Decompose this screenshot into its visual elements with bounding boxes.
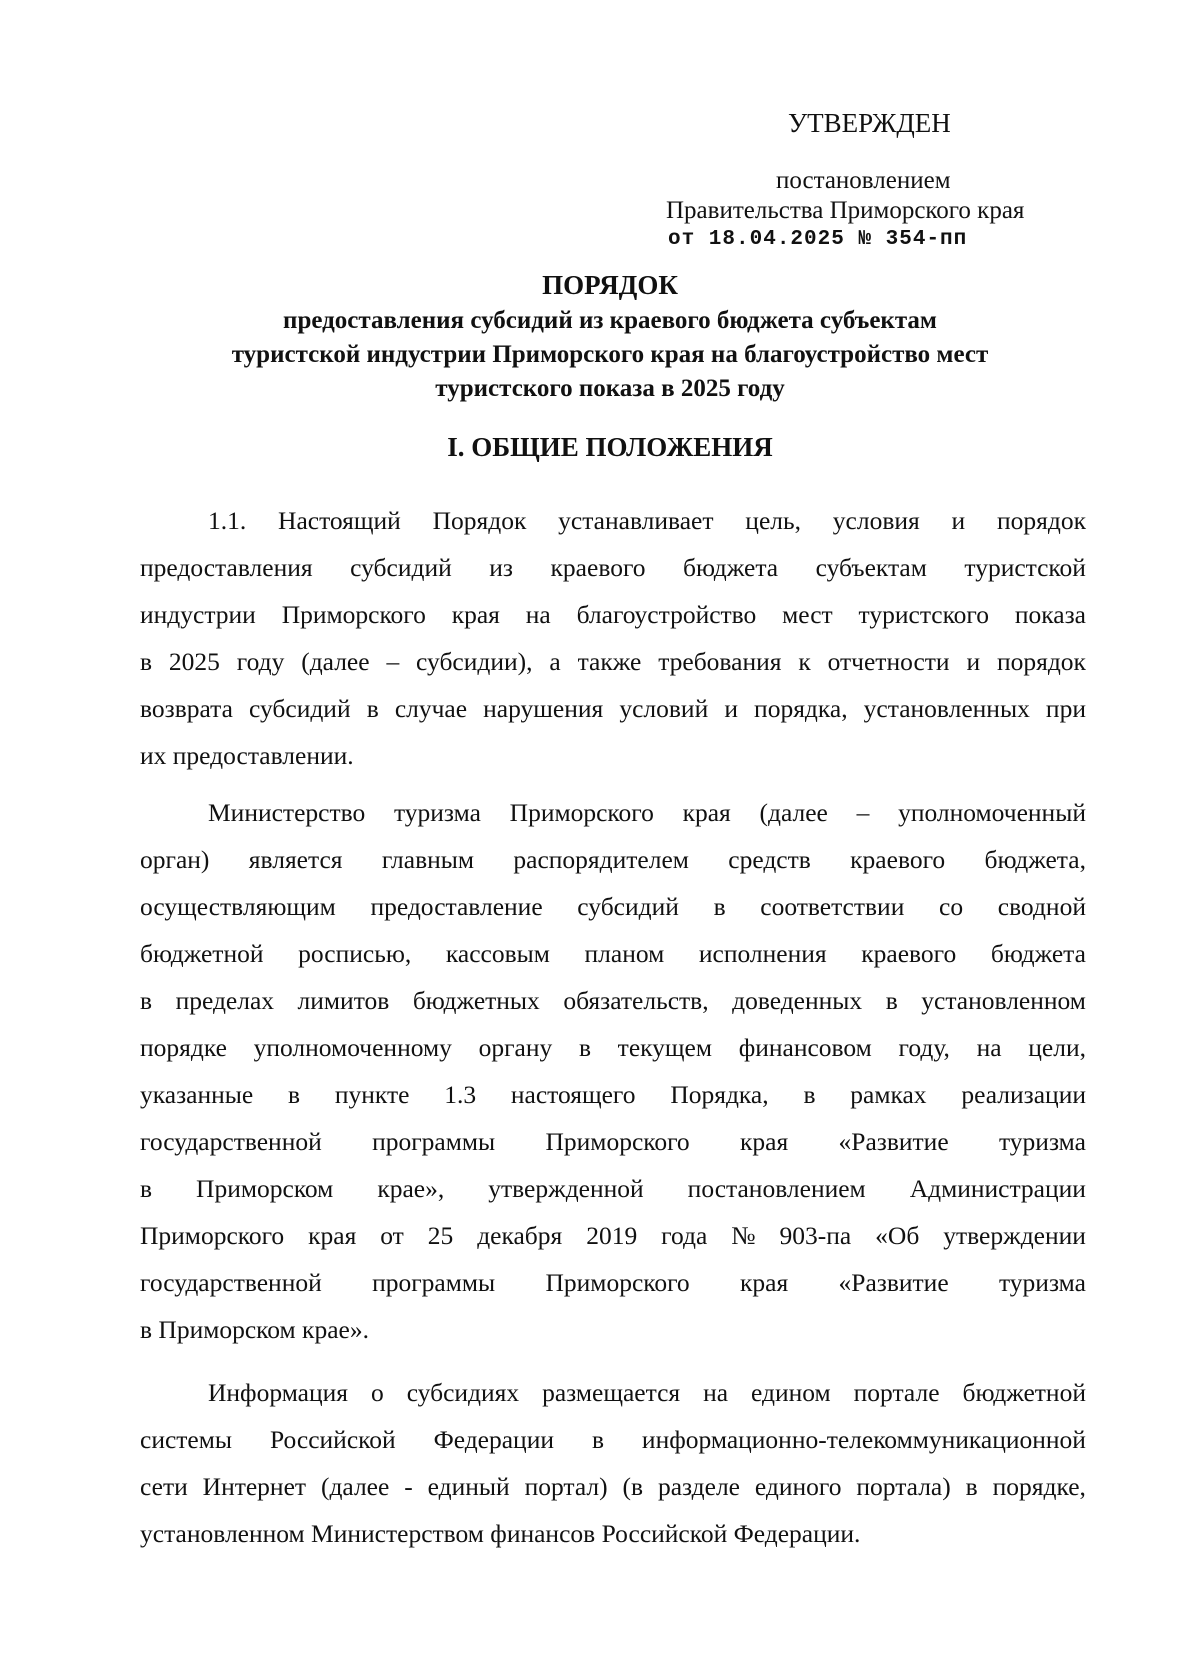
paragraph-line: [140, 941, 1086, 967]
word: соответствии: [760, 892, 905, 921]
word: государственной: [140, 1268, 322, 1297]
word: нарушения: [483, 694, 604, 723]
word: субсидиях: [406, 1378, 520, 1407]
word: программы: [372, 1127, 496, 1156]
word: доведенных: [732, 986, 863, 1015]
word: о: [370, 1378, 384, 1407]
word: рамках: [850, 1080, 927, 1109]
word: краевого: [550, 553, 646, 582]
word: бюджета: [683, 553, 779, 582]
paragraph-line: [140, 696, 1086, 722]
word: Приморского: [509, 798, 654, 827]
word: краевого: [850, 845, 946, 874]
word: Настоящий: [278, 506, 401, 535]
word: единого: [754, 1472, 842, 1501]
word: бюджетной: [140, 939, 264, 968]
word: и: [724, 694, 738, 723]
word: а: [549, 647, 561, 676]
paragraph-line: [140, 894, 1086, 920]
word: Администрации: [909, 1174, 1086, 1203]
word: году: [236, 647, 285, 676]
word: условия: [832, 506, 920, 535]
word: «Развитие: [838, 1268, 949, 1297]
word: возврата: [140, 694, 233, 723]
paragraph-line: [208, 800, 1086, 826]
word: указанные: [140, 1080, 254, 1109]
word: органу: [478, 1033, 553, 1062]
word: кассовым: [445, 939, 550, 968]
word: условий: [619, 694, 709, 723]
word: утверждении: [943, 1221, 1086, 1250]
word: и: [966, 647, 981, 676]
word: (далее: [320, 1472, 390, 1501]
word: единый: [427, 1472, 510, 1501]
approved-stamp: УТВЕРЖДЕН: [788, 108, 951, 138]
word: уполномоченному: [253, 1033, 452, 1062]
word: года: [661, 1221, 708, 1250]
approval-line-1: постановлением: [776, 167, 951, 194]
paragraph-line: [208, 1380, 1086, 1406]
paragraph-line: [140, 1035, 1086, 1061]
word: края: [740, 1127, 789, 1156]
word: Порядок: [432, 506, 527, 535]
word: Информация: [208, 1378, 349, 1407]
word: при: [1045, 694, 1086, 723]
word: сводной: [997, 892, 1086, 921]
word: текущем: [617, 1033, 713, 1062]
word: портала): [856, 1472, 951, 1501]
word: показа: [1014, 600, 1086, 629]
word: -: [404, 1472, 413, 1501]
word: исполнения: [698, 939, 827, 968]
word: №: [731, 1221, 756, 1250]
word: края: [451, 600, 500, 629]
paragraph-line: [140, 1176, 1086, 1202]
word: системы: [140, 1425, 233, 1454]
word: –: [386, 647, 400, 676]
word: уполномоченный: [898, 798, 1086, 827]
word: пункте: [334, 1080, 410, 1109]
word: туризма: [998, 1127, 1086, 1156]
word: предоставление: [370, 892, 543, 921]
word: цели,: [1028, 1033, 1086, 1062]
word: в: [140, 1174, 153, 1203]
word: лимитов: [297, 986, 390, 1015]
word: туристской: [964, 553, 1086, 582]
paragraph-line: [208, 508, 1086, 534]
word: мест: [782, 600, 833, 629]
word: края: [308, 1221, 357, 1250]
word: 2019: [586, 1221, 638, 1250]
word: в: [140, 986, 153, 1015]
word: из: [489, 553, 514, 582]
paragraph-line: их предоставлении.: [140, 741, 354, 770]
word: Министерство: [208, 798, 366, 827]
document-subtitle-line-1: предоставления субсидий из краевого бюджета субъектам: [283, 307, 937, 334]
word: случае: [394, 694, 468, 723]
word: в: [140, 647, 153, 676]
word: в: [713, 892, 726, 921]
word: индустрии: [140, 600, 256, 629]
word: порядок: [996, 647, 1086, 676]
word: декабря: [477, 1221, 563, 1250]
word: в: [965, 1472, 978, 1501]
word: едином: [751, 1378, 831, 1407]
word: цель,: [745, 506, 801, 535]
paragraph-line: [140, 1223, 1086, 1249]
word: Федерации: [433, 1425, 554, 1454]
word: в: [591, 1425, 604, 1454]
word: Интернет: [202, 1472, 307, 1501]
word: сети: [140, 1472, 188, 1501]
word: и: [951, 506, 966, 535]
word: обязательств,: [563, 986, 709, 1015]
word: на: [525, 600, 551, 629]
word: Приморского: [545, 1127, 690, 1156]
word: осуществляющим: [140, 892, 336, 921]
word: субсидий: [350, 553, 452, 582]
word: –: [856, 798, 870, 827]
word: является: [248, 845, 343, 874]
word: постановлением: [687, 1174, 866, 1203]
word: Приморского: [140, 1221, 285, 1250]
word: субсидий: [577, 892, 679, 921]
word: благоустройство: [576, 600, 757, 629]
word: на: [703, 1378, 729, 1407]
paragraph-line: [140, 649, 1086, 675]
word: бюджетной: [962, 1378, 1086, 1407]
word: туристского: [858, 600, 990, 629]
word: утвержденной: [488, 1174, 644, 1203]
word: порядке,: [992, 1472, 1086, 1501]
paragraph-line: [140, 1082, 1086, 1108]
paragraph-line: установленном Министерством финансов Российской Федерации.: [140, 1519, 861, 1548]
word: портал): [524, 1472, 608, 1501]
word: (далее: [301, 647, 370, 676]
word: году,: [898, 1033, 950, 1062]
word: Приморского: [281, 600, 426, 629]
word: распорядителем: [513, 845, 689, 874]
approval-line-2: Правительства Приморского края: [666, 197, 1025, 224]
paragraph-line: [140, 555, 1086, 581]
document-subtitle-line-3: туристского показа в 2025 году: [435, 375, 785, 402]
word: Приморского: [545, 1268, 690, 1297]
word: (далее: [759, 798, 828, 827]
word: финансовом: [738, 1033, 872, 1062]
word: пределах: [175, 986, 275, 1015]
word: туризма: [998, 1268, 1086, 1297]
word: субъектам: [815, 553, 927, 582]
word: средств: [728, 845, 811, 874]
word: 903-па: [779, 1221, 852, 1250]
word: установленном: [921, 986, 1086, 1015]
word: от: [380, 1221, 404, 1250]
word: 1.1.: [208, 506, 247, 535]
word: также: [577, 647, 642, 676]
word: портале: [853, 1378, 940, 1407]
word: туризма: [393, 798, 481, 827]
word: Приморском: [196, 1174, 334, 1203]
word: реализации: [961, 1080, 1086, 1109]
word: к: [798, 647, 811, 676]
approval-registration-number: от 18.04.2025 № 354-пп: [668, 228, 968, 251]
paragraph-line: [140, 602, 1086, 628]
word: устанавливает: [558, 506, 714, 535]
document-title: ПОРЯДОК: [542, 270, 678, 300]
word: размещается: [542, 1378, 681, 1407]
word: государственной: [140, 1127, 322, 1156]
word: в: [885, 986, 898, 1015]
word: бюджета: [990, 939, 1086, 968]
word: субсидий: [249, 694, 351, 723]
word: порядке: [140, 1033, 227, 1062]
word: в: [366, 694, 379, 723]
word: росписью,: [298, 939, 412, 968]
paragraph-line: [140, 847, 1086, 873]
paragraph-line: [140, 1270, 1086, 1296]
word: 1.3: [444, 1080, 477, 1109]
word: в: [578, 1033, 591, 1062]
paragraph-line: [140, 988, 1086, 1014]
word: бюджета,: [984, 845, 1086, 874]
paragraph-line: в Приморском крае».: [140, 1315, 369, 1344]
word: бюджетных: [412, 986, 540, 1015]
paragraph-line: [140, 1427, 1086, 1453]
word: информационно-телекоммуникационной: [641, 1425, 1086, 1454]
word: в: [288, 1080, 301, 1109]
word: крае»,: [377, 1174, 445, 1203]
word: 25: [427, 1221, 454, 1250]
word: Порядка,: [670, 1080, 769, 1109]
document-subtitle-line-2: туристской индустрии Приморского края на благоустройство мест: [231, 341, 989, 368]
word: главным: [381, 845, 475, 874]
word: порядок: [996, 506, 1086, 535]
word: субсидии),: [416, 647, 533, 676]
paragraph-line: [140, 1474, 1086, 1500]
section-heading: I. ОБЩИЕ ПОЛОЖЕНИЯ: [447, 432, 773, 462]
word: предоставления: [140, 553, 313, 582]
word: установленных: [863, 694, 1030, 723]
word: 2025: [168, 647, 220, 676]
word: порядка,: [754, 694, 848, 723]
word: программы: [372, 1268, 496, 1297]
word: на: [976, 1033, 1002, 1062]
word: «Развитие: [838, 1127, 949, 1156]
word: со: [939, 892, 964, 921]
word: краевого: [861, 939, 957, 968]
word: (в: [622, 1472, 644, 1501]
word: «Об: [875, 1221, 920, 1250]
word: требования: [658, 647, 782, 676]
word: отчетности: [827, 647, 950, 676]
word: планом: [584, 939, 665, 968]
word: разделе: [657, 1472, 740, 1501]
word: орган): [140, 845, 210, 874]
word: края: [740, 1268, 789, 1297]
word: настоящего: [510, 1080, 636, 1109]
word: в: [803, 1080, 816, 1109]
word: Российской: [269, 1425, 396, 1454]
paragraph-line: [140, 1129, 1086, 1155]
word: края: [682, 798, 731, 827]
